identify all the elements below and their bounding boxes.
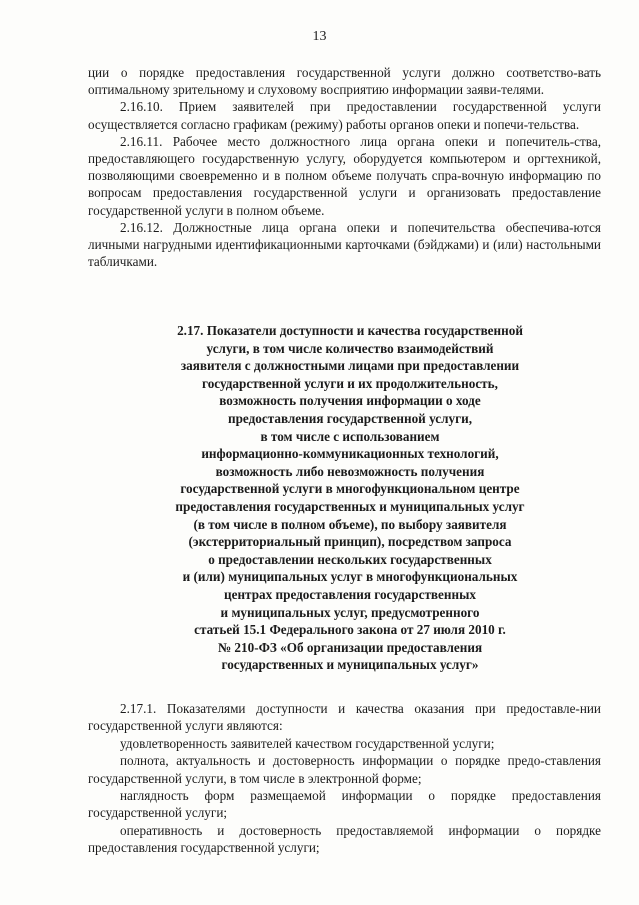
- heading-line: статьей 15.1 Федерального закона от 27 июля 2010 г.: [194, 622, 506, 638]
- heading-line: о предоставлении нескольких государственных: [208, 551, 492, 567]
- heading-line: возможность либо невозможность получения: [215, 463, 485, 479]
- list-item: оперативность и достоверность предоставляемой информации о порядке предоставления государственной услуги;: [88, 822, 601, 856]
- heading-line: предоставления государственных и муниципальных услуг: [175, 498, 525, 514]
- paragraph-continuation: ции о порядке предоставления государственной услуги должно соответство-вать оптимальному зрительному и слуховому восприятию информации заяви-телями.: [88, 65, 601, 98]
- page-number: 13: [312, 29, 327, 44]
- heading-line: (экстерриториальный принцип), посредством запроса: [188, 534, 512, 550]
- paragraph-2-16-11: 2.16.11. Рабочее место должностного лица органа опеки и попечитель-ства, предоставляющего государственную услугу, оборудуется компьютером и оргтехникой, позволяющими своевременно и в полном объеме получать спра-вочную информацию по вопросам предоставления государственной услуги и организовать предоставление государственной услуги в полном объеме.: [88, 133, 601, 218]
- heading-line: заявителя с должностными лицами при предоставлении: [180, 358, 520, 374]
- heading-line: информационно-коммуникационных технологий,: [201, 446, 499, 462]
- heading-line: центрах предоставления государственных: [224, 586, 476, 602]
- paragraph-2-16-12: 2.16.12. Должностные лица органа опеки и попечительства обеспечива-ются личными нагрудными идентификационными карточками (бэйджами) и (или) настольными табличками.: [88, 219, 601, 270]
- heading-line: 2.17. Показатели доступности и качества государственной: [177, 323, 523, 338]
- heading-line: (в том числе в полном объеме), по выбору заявителя: [193, 516, 507, 532]
- heading-line: и (или) муниципальных услуг в многофункциональных: [182, 569, 518, 585]
- heading-line: государственной услуги и их продолжительность,: [202, 375, 498, 391]
- heading-line: государственной услуги в многофункциональном центре: [180, 481, 520, 497]
- heading-line: государственных и муниципальных услуг»: [221, 657, 479, 673]
- section-heading-2-17: [120, 322, 580, 674]
- list-item: полнота, актуальность и достоверность информации о порядке предо-ставления государственной услуги, в том числе в электронной форме;: [88, 753, 601, 786]
- heading-line: возможность получения информации о ходе: [219, 393, 481, 409]
- list-item: наглядность форм размещаемой информации о порядке предоставления государственной услуги;: [88, 788, 601, 821]
- heading-line: и муниципальных услуг, предусмотренного: [220, 604, 480, 620]
- heading-line: услуги, в том числе количество взаимодействий: [206, 340, 494, 356]
- body-text-bottom: [88, 700, 601, 857]
- list-item: удовлетворенность заявителей качеством государственной услуги;: [120, 735, 495, 751]
- paragraph-2-16-10: 2.16.10. Прием заявителей при предоставлении государственной услуги осуществляется согласно графикам (режиму) работы органов опеки и попечи-тельства.: [88, 99, 601, 132]
- heading-line: в том числе с использованием: [260, 428, 440, 444]
- paragraph-2-17-1: 2.17.1. Показателями доступности и качества оказания при предоставле-нии государственной услуги являются:: [88, 701, 601, 734]
- heading-line: предоставления государственной услуги,: [228, 410, 472, 426]
- heading-line: № 210-ФЗ «Об организации предоставления: [217, 639, 483, 655]
- body-text-top: [88, 64, 601, 270]
